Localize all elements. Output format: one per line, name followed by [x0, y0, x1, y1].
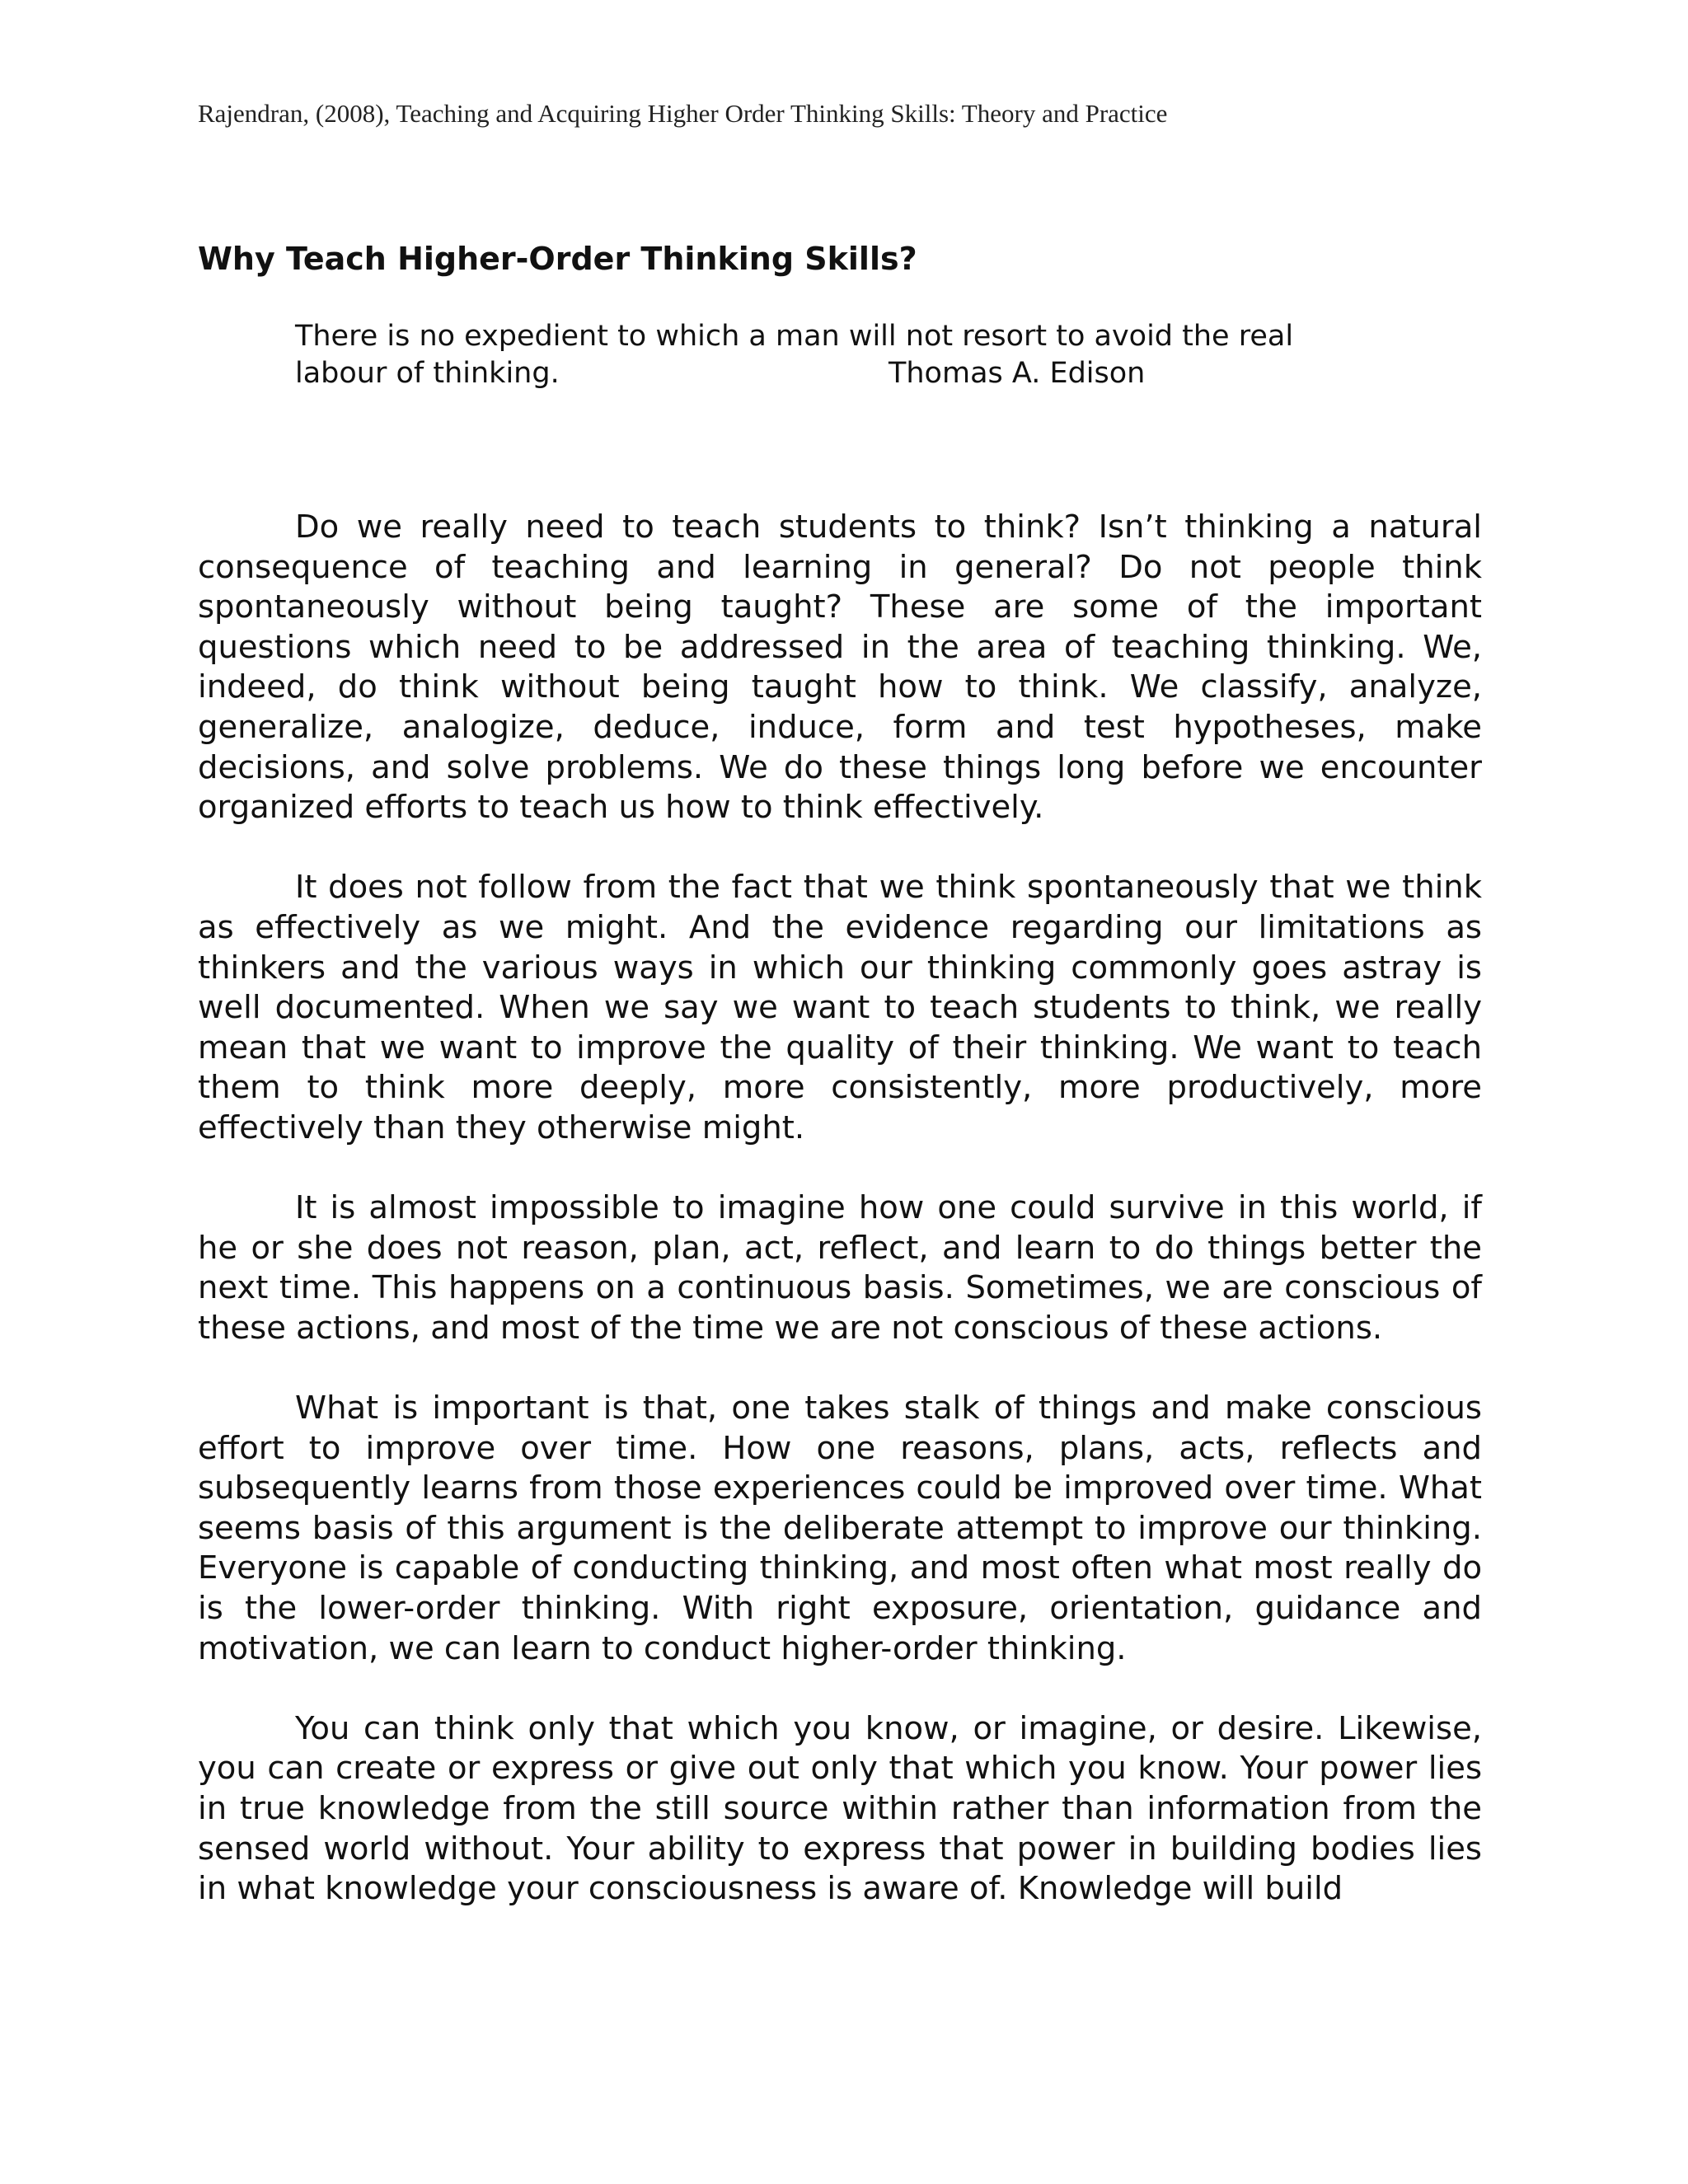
- paragraph-5: You can think only that which you know, or imagine, or desire. Likewise, you can create or express or give out only that which you know. Your power lies in true knowledge from the still source within rather than information from the sensed world without. Your ability to express that power in building bodies lies in what knowledge your consciousness is aware of. Knowledge will build: [198, 1709, 1482, 1908]
- running-header: Rajendran, (2008), Teaching and Acquiring Higher Order Thinking Skills: Theory and Practice: [198, 99, 1168, 128]
- epigraph-line-2: labour of thinking.: [295, 357, 560, 390]
- body-text: [198, 508, 1482, 1949]
- paragraph-1: Do we really need to teach students to think? Isn’t thinking a natural consequence of teaching and learning in general? Do not people think spontaneously without being taught? These are some of the important questions which need to be addressed in the area of teaching thinking. We, indeed, do think without being taught how to think. We classify, analyze, generalize, analogize, deduce, induce, form and test hypotheses, make decisions, and solve problems. We do these things long before we encounter organized efforts to teach us how to think effectively.: [198, 509, 1482, 827]
- paragraph-2: It does not follow from the fact that we think spontaneously that we think as effectively as we might. And the evidence regarding our limitations as thinkers and the various ways in which our thinking commonly goes astray is well documented. When we say we want to teach students to think, we really mean that we want to improve the quality of their thinking. We want to teach them to think more deeply, more consistently, more productively, more effectively than they otherwise might.: [198, 869, 1482, 1146]
- section-title: Why Teach Higher-Order Thinking Skills?: [198, 241, 917, 277]
- epigraph-quote: [295, 318, 1391, 392]
- epigraph-line-2-wrap: [295, 355, 1391, 392]
- paragraph-3: It is almost impossible to imagine how one could survive in this world, if he or she does not reason, plan, act, reflect, and learn to do things better the next time. This happens on a continuous basis. Sometimes, we are conscious of these actions, and most of the time we are not conscious of these actions.: [198, 1189, 1482, 1347]
- paragraph-4: What is important is that, one takes stalk of things and make conscious effort to improve over time. How one reasons, plans, acts, reflects and subsequently learns from those experiences could be improved over time. What seems basis of this argument is the deliberate attempt to improve our thinking. Everyone is capable of conducting thinking, and most often what most really do is the lower-order thinking. With right exposure, orientation, guidance and motivation, we can learn to conduct higher-order thinking.: [198, 1390, 1482, 1667]
- epigraph-attribution: Thomas A. Edison: [889, 357, 1146, 390]
- epigraph-line-1: There is no expedient to which a man will not resort to avoid the real: [295, 320, 1294, 353]
